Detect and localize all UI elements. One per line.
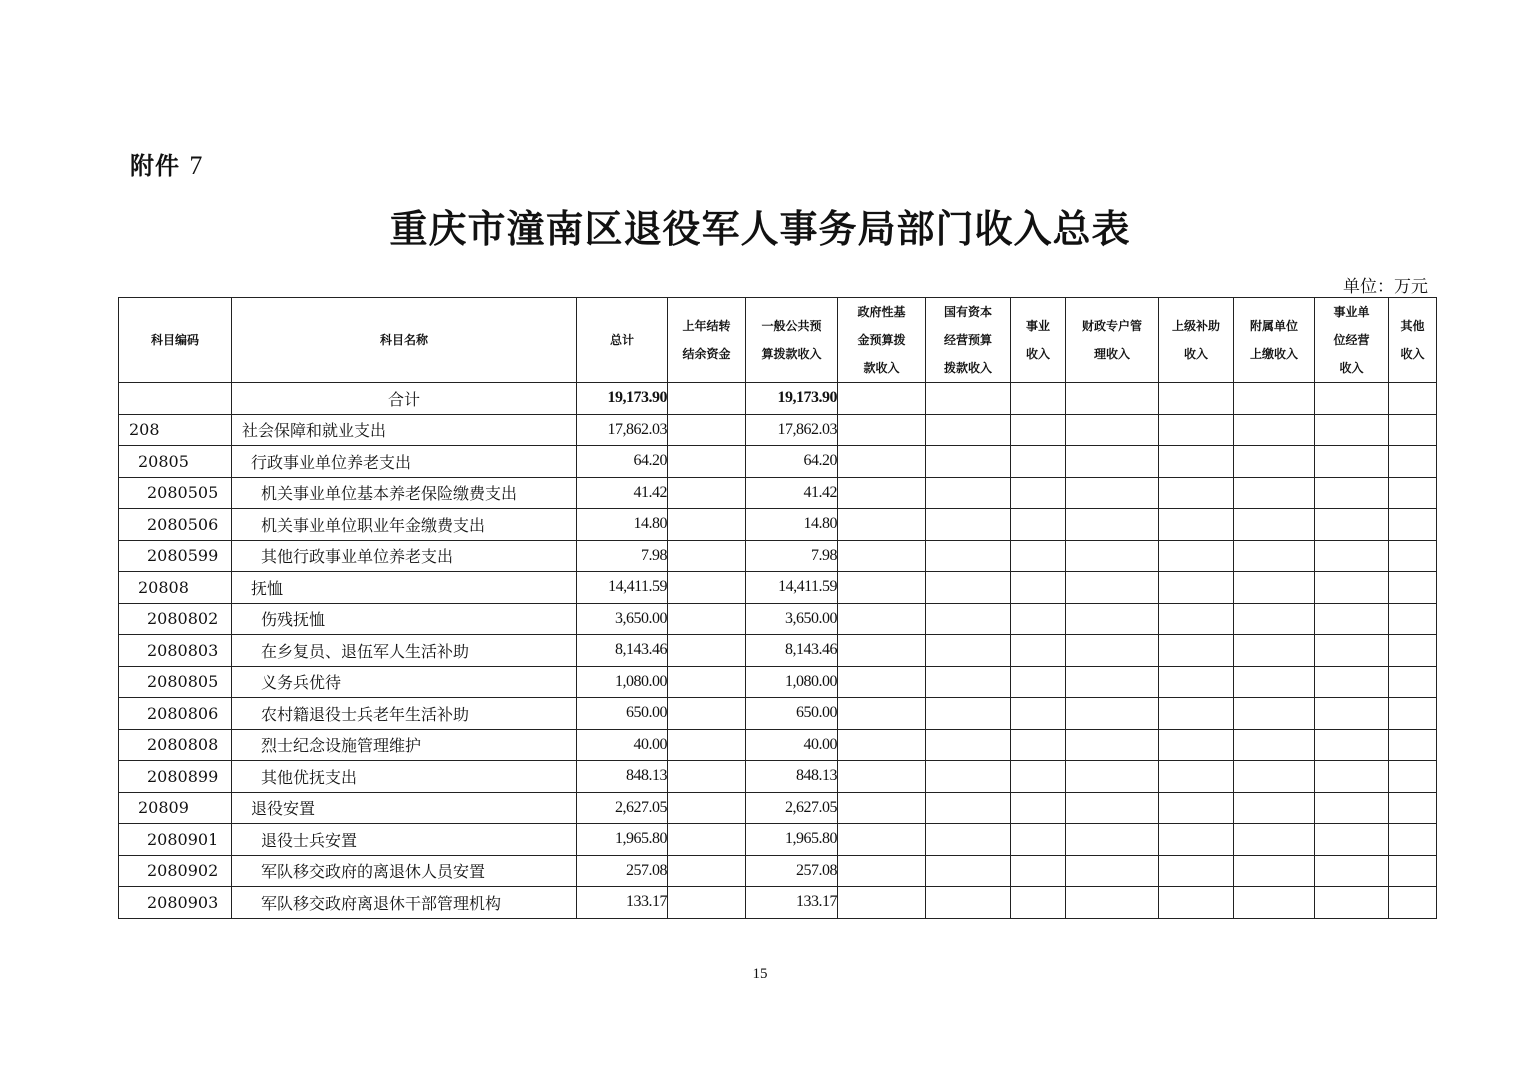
empty-cell (1389, 540, 1437, 572)
empty-cell (1234, 572, 1315, 604)
header-fiscal-special-account (1066, 298, 1159, 383)
total-row-empty-cell (668, 383, 746, 415)
table-row (119, 446, 1437, 478)
empty-cell (1159, 603, 1234, 635)
table-row (119, 509, 1437, 541)
empty-cell (1389, 698, 1437, 730)
header-text-line: 一般公共预 (761, 319, 822, 333)
empty-cell (1315, 603, 1389, 635)
empty-cell (1159, 414, 1234, 446)
header-text-line: 上缴收入 (1249, 347, 1298, 361)
subject-code-cell: 2080903 (119, 887, 232, 919)
empty-cell (1011, 855, 1066, 887)
empty-cell (1315, 698, 1389, 730)
empty-cell (1389, 666, 1437, 698)
empty-cell (926, 446, 1011, 478)
empty-cell (1066, 572, 1159, 604)
attachment-label-text: 附件 (130, 152, 180, 180)
empty-cell (1234, 698, 1315, 730)
empty-cell (1389, 603, 1437, 635)
total-row-empty-cell (1234, 383, 1315, 415)
empty-cell (1159, 887, 1234, 919)
subject-name-cell: 机关事业单位职业年金缴费支出 (232, 509, 577, 541)
header-institution-income (1011, 298, 1066, 383)
empty-cell (1389, 761, 1437, 793)
subject-name-cell: 退役士兵安置 (232, 824, 577, 856)
total-cell: 1,080.00 (577, 666, 668, 698)
empty-cell (1066, 603, 1159, 635)
subject-name-cell: 行政事业单位养老支出 (232, 446, 577, 478)
header-text-line: 事业单 (1333, 305, 1370, 319)
subject-code-cell: 2080805 (119, 666, 232, 698)
table-row (119, 603, 1437, 635)
prior-year-carryover-cell (668, 666, 746, 698)
empty-cell (1315, 477, 1389, 509)
header-total (577, 298, 668, 383)
header-text-line: 理收入 (1093, 347, 1130, 361)
total-cell: 257.08 (577, 855, 668, 887)
page-title: 重庆市潼南区退役军人事务局部门收入总表 (389, 206, 1131, 251)
empty-cell (926, 572, 1011, 604)
attachment-label (130, 146, 203, 181)
empty-cell (1234, 824, 1315, 856)
subject-code-cell: 2080899 (119, 761, 232, 793)
empty-cell (926, 635, 1011, 667)
empty-cell (1389, 509, 1437, 541)
subject-name-cell: 在乡复员、退伍军人生活补助 (232, 635, 577, 667)
empty-cell (1011, 666, 1066, 698)
empty-cell (926, 698, 1011, 730)
empty-cell (1011, 635, 1066, 667)
subject-name-cell: 义务兵优待 (232, 666, 577, 698)
total-cell: 14.80 (577, 509, 668, 541)
empty-cell (1159, 509, 1234, 541)
table-row (119, 729, 1437, 761)
header-subject-name (232, 298, 577, 383)
empty-cell (1011, 603, 1066, 635)
empty-cell (1159, 855, 1234, 887)
general-budget-cell: 64.20 (746, 446, 838, 478)
subject-name-cell: 伤残抚恤 (232, 603, 577, 635)
header-text-line: 位经营 (1333, 333, 1370, 347)
empty-cell (1315, 540, 1389, 572)
header-subject-code (119, 298, 232, 383)
general-budget-cell: 14.80 (746, 509, 838, 541)
subject-code-cell: 208 (119, 414, 232, 446)
unit-label: 单位：万元 (1343, 277, 1428, 297)
header-text-line: 事业 (1025, 319, 1050, 333)
empty-cell (1315, 509, 1389, 541)
empty-cell (1315, 729, 1389, 761)
total-row-total: 19,173.90 (577, 383, 668, 415)
total-cell: 133.17 (577, 887, 668, 919)
empty-cell (1389, 572, 1437, 604)
empty-cell (1234, 729, 1315, 761)
empty-cell (926, 509, 1011, 541)
subject-name-cell: 其他优抚支出 (232, 761, 577, 793)
general-budget-cell: 17,862.03 (746, 414, 838, 446)
empty-cell (926, 666, 1011, 698)
total-row-empty-cell (926, 383, 1011, 415)
empty-cell (838, 666, 926, 698)
general-budget-cell: 257.08 (746, 855, 838, 887)
header-prior-year-carryover (668, 298, 746, 383)
subject-name-cell: 军队移交政府的离退休人员安置 (232, 855, 577, 887)
empty-cell (1066, 824, 1159, 856)
empty-cell (1389, 477, 1437, 509)
empty-cell (1011, 477, 1066, 509)
empty-cell (1389, 792, 1437, 824)
empty-cell (926, 855, 1011, 887)
prior-year-carryover-cell (668, 761, 746, 793)
table-row (119, 635, 1437, 667)
prior-year-carryover-cell (668, 887, 746, 919)
empty-cell (1234, 509, 1315, 541)
empty-cell (1389, 887, 1437, 919)
empty-cell (1234, 887, 1315, 919)
subject-code-cell: 2080902 (119, 855, 232, 887)
total-row (119, 383, 1437, 415)
empty-cell (1159, 446, 1234, 478)
empty-cell (838, 792, 926, 824)
header-text-line: 其他 (1400, 319, 1425, 333)
header-text-line: 科目名称 (379, 333, 428, 347)
subject-code-cell: 20805 (119, 446, 232, 478)
table-body (119, 383, 1437, 919)
table-row (119, 572, 1437, 604)
table-row (119, 824, 1437, 856)
empty-cell (1234, 477, 1315, 509)
subject-code-cell: 2080802 (119, 603, 232, 635)
table-row (119, 477, 1437, 509)
empty-cell (1066, 887, 1159, 919)
empty-cell (1234, 446, 1315, 478)
empty-cell (838, 477, 926, 509)
empty-cell (1066, 446, 1159, 478)
table-row (119, 887, 1437, 919)
total-cell: 8,143.46 (577, 635, 668, 667)
subject-name-cell: 军队移交政府离退休干部管理机构 (232, 887, 577, 919)
empty-cell (1159, 761, 1234, 793)
empty-cell (1234, 666, 1315, 698)
empty-cell (1066, 792, 1159, 824)
prior-year-carryover-cell (668, 824, 746, 856)
prior-year-carryover-cell (668, 635, 746, 667)
empty-cell (1159, 572, 1234, 604)
empty-cell (1315, 792, 1389, 824)
empty-cell (838, 729, 926, 761)
empty-cell (1315, 824, 1389, 856)
subject-name-cell: 其他行政事业单位养老支出 (232, 540, 577, 572)
page-number: 15 (752, 966, 768, 982)
table-row (119, 855, 1437, 887)
total-cell: 848.13 (577, 761, 668, 793)
subject-name-cell: 烈士纪念设施管理维护 (232, 729, 577, 761)
empty-cell (1011, 761, 1066, 793)
empty-cell (1159, 824, 1234, 856)
header-other-income (1389, 298, 1437, 383)
empty-cell (926, 540, 1011, 572)
empty-cell (1234, 635, 1315, 667)
subject-code-cell: 2080901 (119, 824, 232, 856)
empty-cell (1315, 635, 1389, 667)
general-budget-cell: 40.00 (746, 729, 838, 761)
header-subordinate-unit-income (1234, 298, 1315, 383)
total-cell: 40.00 (577, 729, 668, 761)
empty-cell (838, 603, 926, 635)
empty-cell (1159, 698, 1234, 730)
empty-cell (926, 792, 1011, 824)
empty-cell (1011, 540, 1066, 572)
header-text-line: 款收入 (863, 361, 900, 375)
general-budget-cell: 7.98 (746, 540, 838, 572)
empty-cell (838, 698, 926, 730)
empty-cell (926, 414, 1011, 446)
table-row (119, 666, 1437, 698)
prior-year-carryover-cell (668, 509, 746, 541)
empty-cell (838, 572, 926, 604)
empty-cell (1011, 887, 1066, 919)
empty-cell (838, 855, 926, 887)
general-budget-cell: 3,650.00 (746, 603, 838, 635)
subject-code-cell: 2080505 (119, 477, 232, 509)
empty-cell (1066, 477, 1159, 509)
subject-code-cell: 20808 (119, 572, 232, 604)
empty-cell (838, 824, 926, 856)
empty-cell (1315, 572, 1389, 604)
total-row-code (119, 383, 232, 415)
header-text-line: 算拨款收入 (761, 347, 822, 361)
subject-code-cell: 2080808 (119, 729, 232, 761)
header-text-line: 政府性基 (857, 305, 906, 319)
header-text-line: 科目编码 (150, 333, 199, 347)
general-budget-cell: 133.17 (746, 887, 838, 919)
table-row (119, 698, 1437, 730)
general-budget-cell: 2,627.05 (746, 792, 838, 824)
empty-cell (1066, 729, 1159, 761)
subject-name-cell: 机关事业单位基本养老保险缴费支出 (232, 477, 577, 509)
prior-year-carryover-cell (668, 414, 746, 446)
total-row-empty-cell (1011, 383, 1066, 415)
empty-cell (1315, 887, 1389, 919)
empty-cell (1315, 414, 1389, 446)
attachment-number: 7 (189, 151, 204, 180)
empty-cell (926, 887, 1011, 919)
general-budget-cell: 14,411.59 (746, 572, 838, 604)
subject-name-cell: 社会保障和就业支出 (232, 414, 577, 446)
total-cell: 650.00 (577, 698, 668, 730)
total-cell: 2,627.05 (577, 792, 668, 824)
empty-cell (1066, 540, 1159, 572)
header-text-line: 财政专户管 (1081, 319, 1142, 333)
empty-cell (838, 761, 926, 793)
header-text-line: 附属单位 (1249, 319, 1298, 333)
subject-code-cell: 2080599 (119, 540, 232, 572)
empty-cell (1234, 414, 1315, 446)
prior-year-carryover-cell (668, 698, 746, 730)
table-row (119, 792, 1437, 824)
total-cell: 1,965.80 (577, 824, 668, 856)
empty-cell (838, 446, 926, 478)
empty-cell (838, 509, 926, 541)
prior-year-carryover-cell (668, 446, 746, 478)
empty-cell (1066, 666, 1159, 698)
prior-year-carryover-cell (668, 603, 746, 635)
empty-cell (1066, 635, 1159, 667)
empty-cell (1389, 446, 1437, 478)
empty-cell (1234, 540, 1315, 572)
total-cell: 17,862.03 (577, 414, 668, 446)
header-text-line: 收入 (1183, 347, 1208, 361)
empty-cell (926, 761, 1011, 793)
total-cell: 3,650.00 (577, 603, 668, 635)
header-text-line: 国有资本 (943, 305, 992, 319)
empty-cell (1159, 792, 1234, 824)
header-text-line: 收入 (1400, 347, 1425, 361)
header-higher-level-subsidy (1159, 298, 1234, 383)
empty-cell (1389, 414, 1437, 446)
table-row (119, 761, 1437, 793)
empty-cell (1159, 666, 1234, 698)
header-gov-fund-budget (838, 298, 926, 383)
empty-cell (838, 540, 926, 572)
subject-code-cell: 20809 (119, 792, 232, 824)
header-text-line: 金预算拨 (857, 333, 906, 347)
empty-cell (926, 729, 1011, 761)
prior-year-carryover-cell (668, 477, 746, 509)
subject-name-cell: 农村籍退役士兵老年生活补助 (232, 698, 577, 730)
total-row-empty-cell (1066, 383, 1159, 415)
general-budget-cell: 1,080.00 (746, 666, 838, 698)
empty-cell (1159, 540, 1234, 572)
total-row-empty-cell (1315, 383, 1389, 415)
subject-name-cell: 抚恤 (232, 572, 577, 604)
total-cell: 64.20 (577, 446, 668, 478)
total-row-empty-cell (1389, 383, 1437, 415)
header-text-line: 结余资金 (682, 347, 731, 361)
empty-cell (838, 414, 926, 446)
header-text-line: 经营预算 (943, 333, 992, 347)
header-text-line: 拨款收入 (943, 361, 992, 375)
empty-cell (1159, 635, 1234, 667)
empty-cell (1011, 824, 1066, 856)
empty-cell (1234, 855, 1315, 887)
prior-year-carryover-cell (668, 792, 746, 824)
empty-cell (838, 887, 926, 919)
empty-cell (1011, 446, 1066, 478)
empty-cell (1011, 509, 1066, 541)
empty-cell (926, 824, 1011, 856)
empty-cell (1159, 729, 1234, 761)
table-header-row (119, 298, 1437, 383)
header-text-line: 收入 (1339, 361, 1364, 375)
empty-cell (1159, 477, 1234, 509)
total-cell: 7.98 (577, 540, 668, 572)
header-text-line: 总计 (609, 333, 634, 347)
empty-cell (926, 477, 1011, 509)
empty-cell (1234, 761, 1315, 793)
subject-code-cell: 2080803 (119, 635, 232, 667)
empty-cell (1011, 414, 1066, 446)
header-text-line: 上级补助 (1171, 319, 1220, 333)
header-text-line: 上年结转 (682, 319, 731, 333)
empty-cell (1234, 603, 1315, 635)
empty-cell (1066, 698, 1159, 730)
prior-year-carryover-cell (668, 572, 746, 604)
general-budget-cell: 650.00 (746, 698, 838, 730)
general-budget-cell: 41.42 (746, 477, 838, 509)
empty-cell (1315, 446, 1389, 478)
general-budget-cell: 848.13 (746, 761, 838, 793)
header-institution-operating-income (1315, 298, 1389, 383)
empty-cell (1011, 572, 1066, 604)
empty-cell (1315, 855, 1389, 887)
empty-cell (1011, 698, 1066, 730)
empty-cell (1011, 729, 1066, 761)
total-row-empty-cell (1159, 383, 1234, 415)
total-cell: 14,411.59 (577, 572, 668, 604)
empty-cell (1389, 855, 1437, 887)
empty-cell (1011, 792, 1066, 824)
empty-cell (1389, 635, 1437, 667)
empty-cell (1315, 666, 1389, 698)
total-cell: 41.42 (577, 477, 668, 509)
empty-cell (1315, 761, 1389, 793)
empty-cell (1066, 855, 1159, 887)
empty-cell (926, 603, 1011, 635)
prior-year-carryover-cell (668, 855, 746, 887)
header-general-budget (746, 298, 838, 383)
total-row-name: 合计 (232, 383, 577, 415)
prior-year-carryover-cell (668, 729, 746, 761)
table-row (119, 414, 1437, 446)
empty-cell (1389, 824, 1437, 856)
empty-cell (1234, 792, 1315, 824)
header-text-line: 收入 (1025, 347, 1050, 361)
prior-year-carryover-cell (668, 540, 746, 572)
empty-cell (1066, 761, 1159, 793)
empty-cell (1389, 729, 1437, 761)
general-budget-cell: 1,965.80 (746, 824, 838, 856)
table-row (119, 540, 1437, 572)
income-summary-table (118, 297, 1437, 919)
empty-cell (1066, 509, 1159, 541)
empty-cell (1066, 414, 1159, 446)
subject-code-cell: 2080506 (119, 509, 232, 541)
total-row-empty-cell (838, 383, 926, 415)
subject-name-cell: 退役安置 (232, 792, 577, 824)
subject-code-cell: 2080806 (119, 698, 232, 730)
general-budget-cell: 8,143.46 (746, 635, 838, 667)
empty-cell (838, 635, 926, 667)
total-row-general-budget: 19,173.90 (746, 383, 838, 415)
header-state-capital-budget (926, 298, 1011, 383)
